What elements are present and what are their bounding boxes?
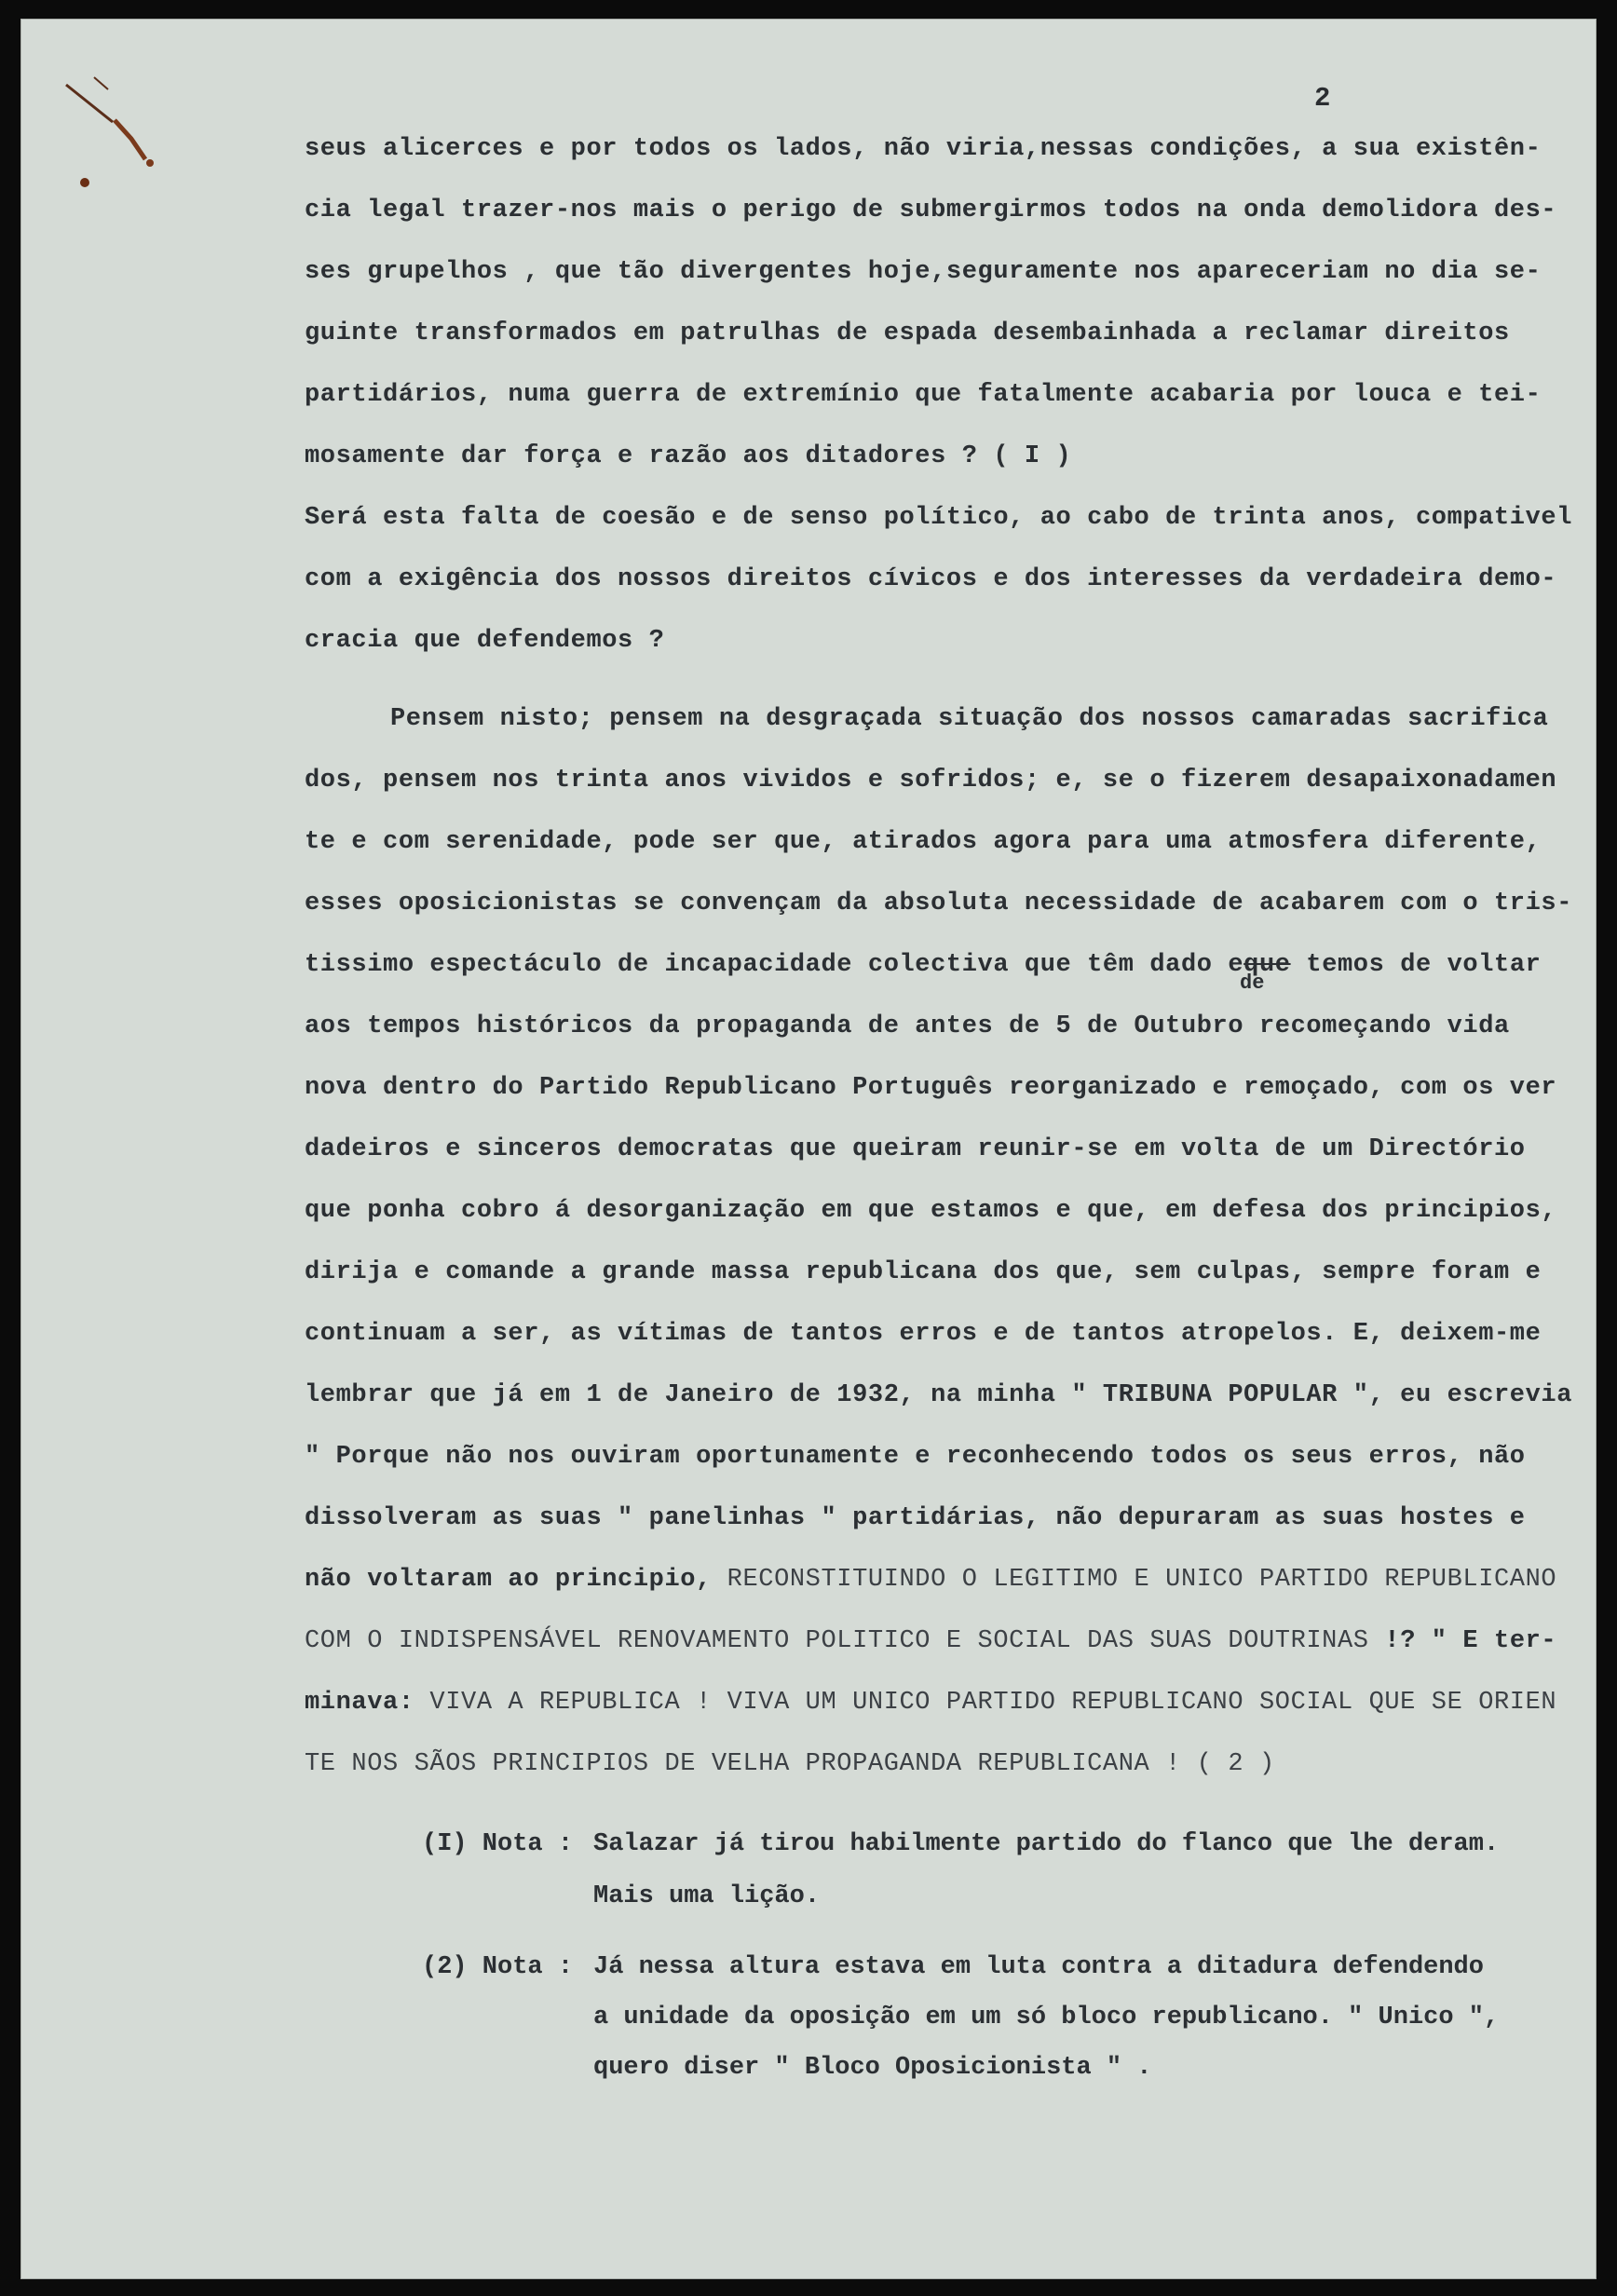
- text-line-with-caps: [305, 1689, 1556, 1717]
- text-line-with-caps: [305, 1566, 1556, 1594]
- text-line: com a exigência dos nossos direitos cívicos e dos interesses da verdadeira demo-: [305, 565, 1557, 593]
- text-segment: minava:: [305, 1689, 430, 1717]
- caps-quote: COM O INDISPENSÁVEL RENOVAMENTO POLITICO E SOCIAL DAS SUAS DOUTRINAS: [305, 1627, 1369, 1655]
- text-line: que ponha cobro á desorganização em que estamos e que, em defesa dos principios,: [305, 1197, 1557, 1225]
- text-line: aos tempos históricos da propaganda de antes de 5 de Outubro recomeçando vida: [305, 1012, 1510, 1040]
- footnote-text: a unidade da oposição em um só bloco republicano. " Unico ",: [593, 2004, 1500, 2031]
- text-line: guinte transformados em patrulhas de espada desembainhada a reclamar direitos: [305, 319, 1510, 347]
- text-segment: não voltaram ao principio,: [305, 1566, 727, 1594]
- text-line: " Porque não nos ouviram oportunamente e reconhecendo todos os seus erros, não: [305, 1443, 1526, 1471]
- ink-stain-mark: [57, 66, 187, 206]
- text-segment: tissimo espectáculo de incapacidade colectiva que têm dado e: [305, 951, 1244, 979]
- struck-word: que: [1243, 951, 1291, 979]
- text-line: Pensem nisto; pensem na desgraçada situação dos nossos camaradas sacrifica: [390, 705, 1549, 733]
- text-segment: temos de voltar: [1290, 951, 1542, 979]
- text-segment: !? " E ter-: [1368, 1627, 1557, 1655]
- caps-quote: RECONSTITUINDO O LEGITIMO E UNICO PARTIDO REPUBLICANO: [727, 1566, 1557, 1594]
- text-line: cracia que defendemos ?: [305, 627, 665, 655]
- text-line: Será esta falta de coesão e de senso político, ao cabo de trinta anos, compativel: [305, 504, 1573, 532]
- footnote-label: (I) Nota :: [422, 1830, 574, 1858]
- caps-quote: VIVA A REPUBLICA ! VIVA UM UNICO PARTIDO REPUBLICANO SOCIAL QUE SE ORIEN: [429, 1689, 1557, 1717]
- text-line: continuam a ser, as vítimas de tantos erros e de tantos atropelos. E, deixem-me: [305, 1320, 1542, 1348]
- footnote-text: quero diser " Bloco Oposicionista " .: [593, 2054, 1152, 2082]
- text-line-with-caps: [305, 1627, 1556, 1655]
- text-line: partidários, numa guerra de extremínio que fatalmente acabaria por louca e tei-: [305, 381, 1542, 409]
- footnote-label: (2) Nota :: [422, 1953, 574, 1981]
- text-line: mosamente dar força e razão aos ditadores ? ( I ): [305, 442, 1072, 470]
- text-line: esses oposicionistas se convençam da absoluta necessidade de acabarem com o tris-: [305, 890, 1573, 917]
- footnote-text: Já nessa altura estava em luta contra a ditadura defendendo: [593, 1953, 1484, 1981]
- page-number: 2: [1314, 83, 1331, 114]
- text-line-with-correction: [305, 951, 1541, 979]
- caps-quote-line: TE NOS SÃOS PRINCIPIOS DE VELHA PROPAGANDA REPUBLICANA ! ( 2 ): [305, 1750, 1275, 1778]
- text-line: dadeiros e sinceros democratas que queiram reunir-se em volta de um Directório: [305, 1135, 1526, 1163]
- text-line: cia legal trazer-nos mais o perigo de submergirmos todos na onda demolidora des-: [305, 197, 1557, 224]
- document-page: [20, 19, 1597, 2279]
- text-line: dirija e comande a grande massa republicana dos que, sem culpas, sempre foram e: [305, 1258, 1542, 1286]
- text-line: seus alicerces e por todos os lados, não viria,nessas condições, a sua existên-: [305, 135, 1542, 163]
- text-line: dos, pensem nos trinta anos vividos e sofridos; e, se o fizerem desapaixonadamen: [305, 767, 1557, 795]
- text-line: te e com serenidade, pode ser que, atirados agora para uma atmosfera diferente,: [305, 828, 1542, 856]
- text-line: dissolveram as suas " panelinhas " partidárias, não depuraram as suas hostes e: [305, 1504, 1526, 1532]
- handwritten-insertion: de: [1240, 971, 1265, 995]
- text-line: ses grupelhos , que tão divergentes hoje,seguramente nos apareceriam no dia se-: [305, 258, 1542, 286]
- footnote-text: Mais uma lição.: [593, 1882, 821, 1910]
- text-line: nova dentro do Partido Republicano Português reorganizado e remoçado, com os ver: [305, 1074, 1557, 1102]
- footnote-text: Salazar já tirou habilmente partido do flanco que lhe deram.: [593, 1830, 1500, 1858]
- text-line: lembrar que já em 1 de Janeiro de 1932, na minha " TRIBUNA POPULAR ", eu escrevia: [305, 1381, 1573, 1409]
